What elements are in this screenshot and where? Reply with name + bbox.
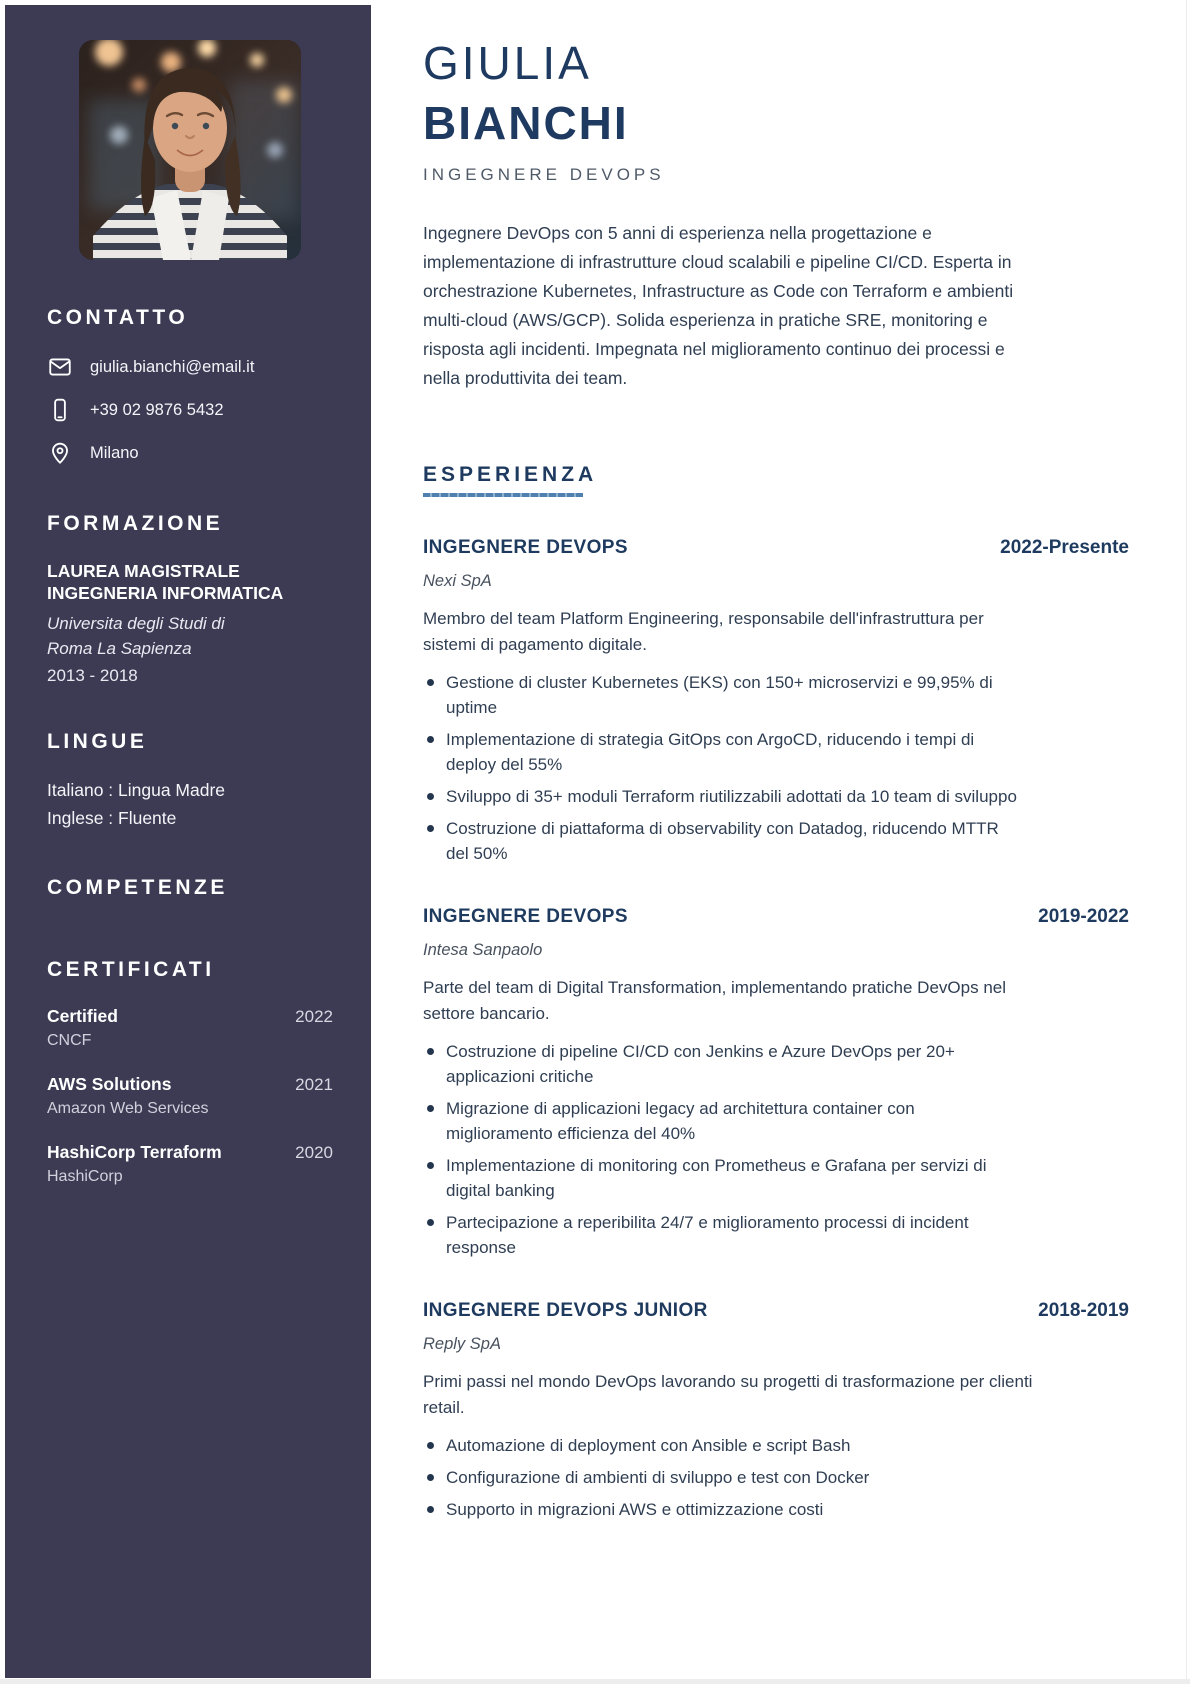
languages-section-title: LINGUE: [47, 729, 148, 753]
education-section: [47, 512, 333, 686]
page-bottom-edge: [0, 1679, 1190, 1684]
profile-summary: Ingegnere DevOps con 5 anni di esperienza nella progettazione e implementazione di infrastrutture cloud scalabili e pipeline CI/CD. Esperta in orchestrazione Kubernetes, Infrastructure as Code con Terraform e ambienti multi-cloud (AWS/GCP). Solida esperienza in pratiche SRE, monitoring e risposta agli incidenti. Impegnata nel miglioramento continuo dei processi e nella produttivita dei team.: [423, 223, 1014, 388]
education-school: [47, 611, 333, 662]
job-bullet-list: [423, 670, 1023, 866]
certificates-section-title: CERTIFICATI: [47, 958, 215, 982]
certificate-issuer: HashiCorp: [47, 1168, 123, 1186]
candidate-first-name: GIULIA: [423, 37, 592, 89]
email-icon: [47, 354, 73, 380]
job-bullet: Implementazione di strategia GitOps con ArgoCD, riducendo i tempi di deploy del 55%: [423, 727, 1023, 777]
education-school-line2: Roma La Sapienza: [47, 639, 192, 659]
job-company: Nexi SpA: [423, 571, 492, 590]
profile-photo-illustration: [79, 40, 301, 260]
certificate-year: 2022: [295, 1007, 333, 1027]
experience-section-title: ESPERIENZA: [423, 462, 598, 486]
education-degree: [47, 560, 333, 605]
certificate-year: 2021: [295, 1075, 333, 1095]
certificate-item: [47, 1074, 333, 1118]
job-bullet: Migrazione di applicazioni legacy ad architettura container con miglioramento efficienza del 40%: [423, 1096, 1023, 1146]
certificate-item: [47, 1006, 333, 1050]
job-bullet: Gestione di cluster Kubernetes (EKS) con 150+ microservizi e 99,95% di uptime: [423, 670, 1023, 720]
job-period: 2018-2019: [1038, 1299, 1129, 1321]
education-section-title: FORMAZIONE: [47, 512, 224, 535]
job-description: Parte del team di Digital Transformation, implementando pratiche DevOps nel settore bancario.: [423, 977, 1007, 1023]
languages-section: [47, 730, 333, 833]
job-title: INGEGNERE DEVOPS: [423, 536, 628, 558]
certificate-year: 2020: [295, 1143, 333, 1163]
contact-item-email: [47, 354, 333, 380]
candidate-name: [423, 33, 1129, 153]
job-bullet: Configurazione di ambienti di sviluppo e test con Docker: [423, 1465, 1023, 1490]
candidate-last-name: BIANCHI: [423, 97, 629, 149]
certificate-issuer: Amazon Web Services: [47, 1100, 209, 1118]
job-title: INGEGNERE DEVOPS JUNIOR: [423, 1299, 708, 1321]
phone-icon: [47, 397, 73, 423]
profile-photo: [79, 40, 301, 260]
sidebar: [5, 5, 371, 1678]
job-entry: [423, 537, 1129, 866]
language-item: Italiano : Lingua Madre: [47, 779, 226, 800]
certificate-name: Certified: [47, 1006, 118, 1027]
certificate-name: HashiCorp Terraform: [47, 1142, 222, 1163]
contact-section-title: CONTATTO: [47, 306, 189, 329]
job-period: 2019-2022: [1038, 905, 1129, 927]
job-company: Reply SpA: [423, 1334, 501, 1353]
job-company: Intesa Sanpaolo: [423, 940, 543, 959]
main-content: [371, 5, 1185, 1678]
job-period: 2022-Presente: [1000, 536, 1129, 558]
job-bullet: Implementazione di monitoring con Prometheus e Grafana per servizi di digital banking: [423, 1153, 1023, 1203]
location-icon: [47, 440, 73, 466]
job-bullet: Costruzione di piattaforma di observability con Datadog, riducendo MTTR del 50%: [423, 816, 1023, 866]
job-title: INGEGNERE DEVOPS: [423, 905, 628, 927]
education-degree-line2: INGEGNERIA INFORMATICA: [47, 583, 284, 604]
skills-section: [47, 876, 333, 900]
skills-section-title: COMPETENZE: [47, 876, 228, 900]
contact-location-value: Milano: [90, 443, 139, 462]
job-bullet: Sviluppo di 35+ moduli Terraform riutilizzabili adottati da 10 team di sviluppo: [423, 784, 1023, 809]
contact-item-phone: [47, 397, 333, 423]
experience-title-underline: [423, 493, 583, 497]
contact-email-value: giulia.bianchi@email.it: [90, 357, 255, 376]
education-school-line1: Universita degli Studi di: [47, 613, 225, 633]
candidate-role: INGEGNERE DEVOPS: [423, 165, 665, 184]
certificates-section: [47, 958, 333, 1186]
job-description: Primi passi nel mondo DevOps lavorando su progetti di trasformazione per clienti retail.: [423, 1371, 1033, 1417]
job-description: Membro del team Platform Engineering, responsabile dell'infrastruttura per sistemi di pagamento digitale.: [423, 608, 984, 654]
education-years: 2013 - 2018: [47, 665, 138, 685]
contact-phone-value: +39 02 9876 5432: [90, 400, 224, 419]
job-bullet: Costruzione di pipeline CI/CD con Jenkins e Azure DevOps per 20+ applicazioni critiche: [423, 1039, 1023, 1089]
job-bullet-list: [423, 1039, 1023, 1260]
certificate-issuer: CNCF: [47, 1032, 92, 1050]
contact-section: [47, 306, 333, 466]
certificate-item: [47, 1142, 333, 1186]
page-right-edge: [1186, 0, 1187, 1679]
education-degree-line1: LAUREA MAGISTRALE: [47, 561, 240, 581]
job-bullet: Automazione di deployment con Ansible e script Bash: [423, 1433, 1023, 1458]
contact-item-location: [47, 440, 333, 466]
job-bullet: Partecipazione a reperibilita 24/7 e miglioramento processi di incident response: [423, 1210, 1023, 1260]
job-entry: [423, 1300, 1129, 1522]
language-item: Inglese : Fluente: [47, 808, 177, 829]
job-bullet-list: [423, 1433, 1023, 1522]
job-bullet: Supporto in migrazioni AWS e ottimizzazione costi: [423, 1497, 1023, 1522]
certificate-name: AWS Solutions: [47, 1074, 172, 1095]
job-entry: [423, 906, 1129, 1260]
